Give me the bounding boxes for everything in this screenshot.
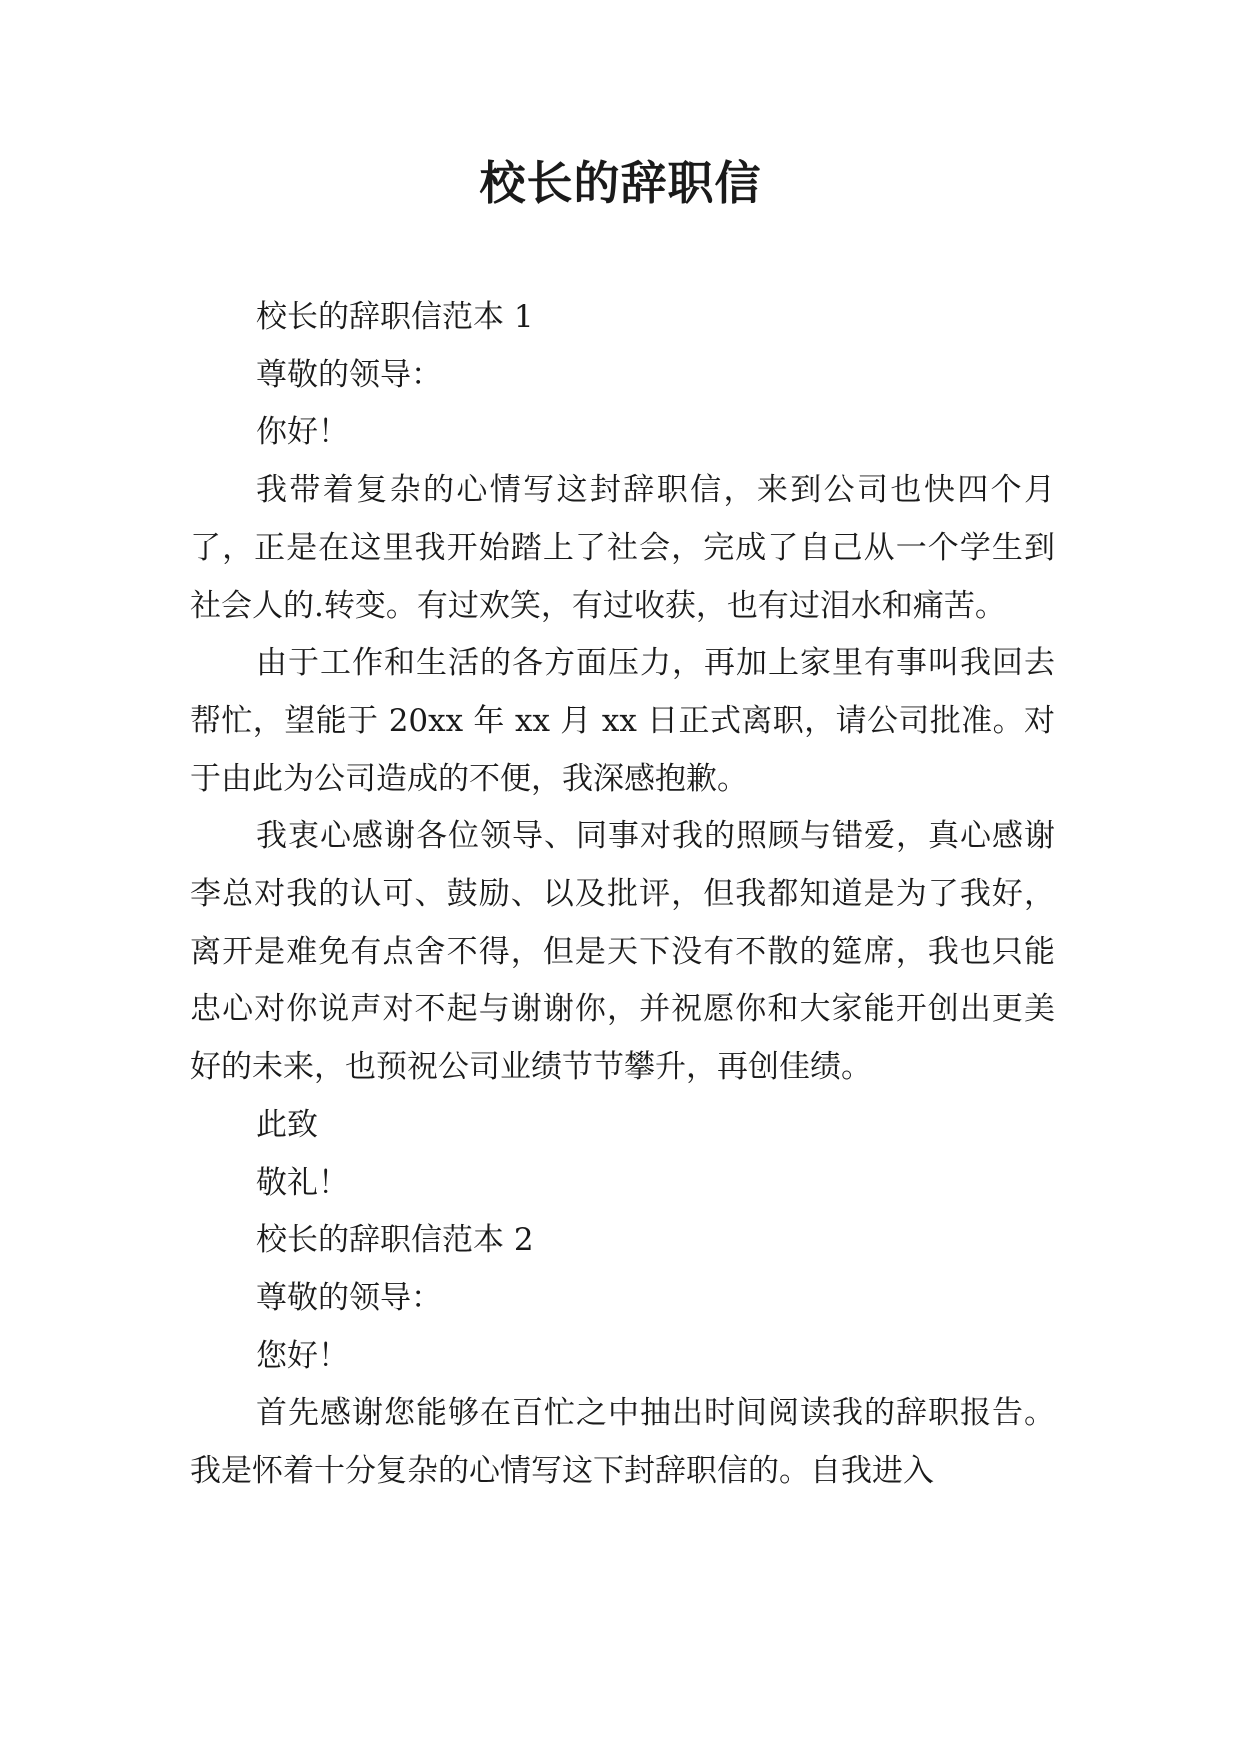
greeting: 您好！	[256, 1337, 349, 1374]
document-body	[190, 289, 1055, 1501]
section-heading-1: 校长的辞职信范本 1	[256, 299, 534, 335]
paragraph: 由于工作和生活的各方面压力，再加上家里有事叫我回去帮忙，望能于 20xx 年 xx 月 xx 日正式离职，请公司批准。对于由此为公司造成的不便，我深感抱歉。	[190, 645, 1055, 797]
salutation: 尊敬的领导：	[256, 1279, 442, 1316]
salutation: 尊敬的领导：	[256, 356, 442, 393]
closing: 此致	[256, 1106, 318, 1143]
greeting: 你好！	[256, 414, 349, 451]
closing-regards: 敬礼！	[256, 1164, 349, 1201]
section-heading-2: 校长的辞职信范本 2	[256, 1222, 534, 1259]
document-title: 校长的辞职信	[479, 156, 762, 210]
paragraph: 我衷心感谢各位领导、同事对我的照顾与错爱，真心感谢李总对我的认可、鼓励、以及批评，但我都知道是为了我好，离开是难免有点舍不得，但是天下没有不散的筵席，我也只能忠心对你说声对不起与谢谢你，并祝愿你和大家能开创出更美好的未来，也预祝公司业绩节节攀升，再创佳绩。	[190, 818, 1055, 1086]
paragraph: 首先感谢您能够在百忙之中抽出时间阅读我的辞职报告。我是怀着十分复杂的心情写这下封辞职信的。自我进入	[190, 1395, 1055, 1490]
paragraph: 我带着复杂的心情写这封辞职信，来到公司也快四个月了，正是在这里我开始踏上了社会，完成了自己从一个学生到社会人的.转变。有过欢笑，有过收获，也有过泪水和痛苦。	[190, 472, 1055, 624]
